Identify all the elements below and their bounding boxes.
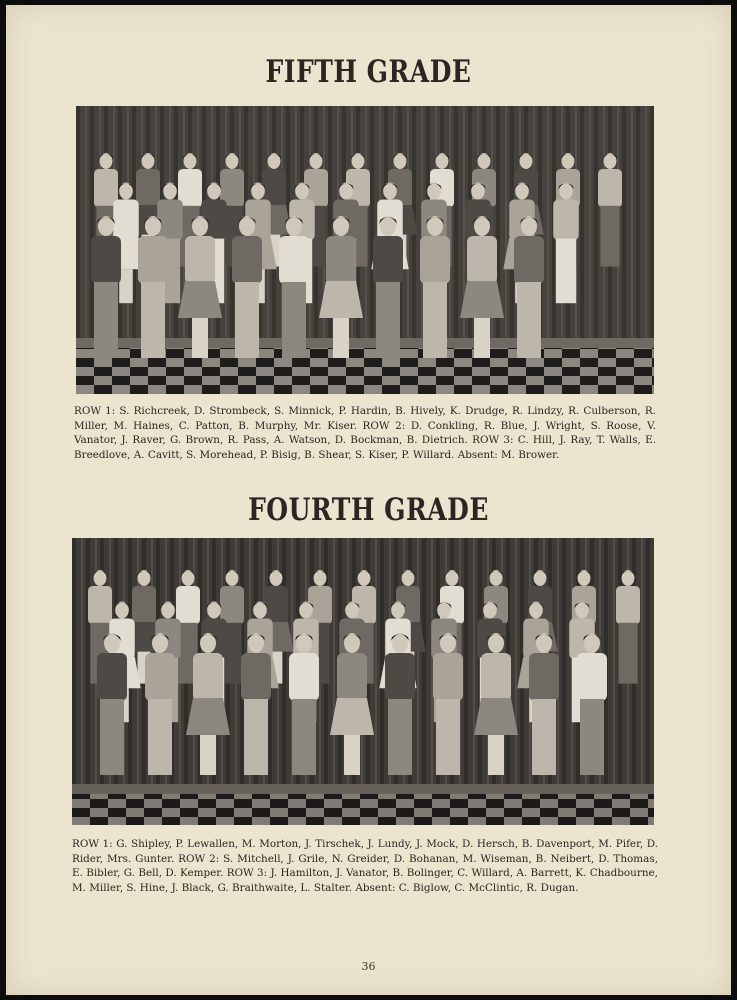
student-figure xyxy=(433,633,463,775)
fourth-grade-caption: ROW 1: G. Shipley, P. Lewallen, M. Morton, J. Tirschek, J. Lundy, J. Mock, D. Hersch, B. Davenport, M. Pifer, D. Rider, Mrs. Gunter. ROW 2: S. Mitchell, J. Grile, N. Greider, D. Bohanan, M. Wiseman, B. Neibert, D. Thomas, E. Bibler, G. Bell, D. Kemper. ROW 3: J. Hamilton, J. Vanator, B. Bolinger, C. Willard, A. Barrett, K. Chadbourne, M. Miller, S. Hine, J. Black, G. Braithwaite, L. Stalter. Absent: C. Biglow, C. McClintic, R. Dugan. xyxy=(72,838,658,894)
yearbook-page xyxy=(6,5,731,995)
student-figure xyxy=(97,633,127,775)
student-figure xyxy=(91,216,121,358)
fifth-grade-class-photo xyxy=(76,106,654,394)
student-figure xyxy=(385,633,415,775)
student-figure xyxy=(577,633,607,775)
student-figure xyxy=(553,183,579,304)
student-figure xyxy=(529,633,559,775)
fourth-grade-class-photo xyxy=(72,538,654,825)
student-figure xyxy=(279,216,309,358)
student-figure xyxy=(598,153,622,267)
fifth-grade-title: FIFTH GRADE xyxy=(265,53,472,90)
fifth-grade-caption: ROW 1: S. Richcreek, D. Strombeck, S. Minnick, P. Hardin, B. Hively, K. Drudge, R. Lindzy, R. Culberson, R. Miller, M. Haines, C. Patton, B. Murphy, Mr. Kiser. ROW 2: D. Conkling, R. Blue, J. Wright, S. Roose, V. Vanator, J. Raver, G. Brown, R. Pass, A. Watson, D. Bockman, B. Dietrich. ROW 3: C. Hill, J. Ray, T. Walls, E. Breedlove, A. Cavitt, S. Morehead, P. Bisig, B. Shear, S. Kiser, P. Willard. Absent: M. Brower. xyxy=(74,405,656,461)
fourth-grade-title: FOURTH GRADE xyxy=(248,491,489,528)
student-figure xyxy=(241,633,271,775)
page-number: 36 xyxy=(361,960,376,973)
student-figure xyxy=(420,216,450,358)
student-figure xyxy=(138,216,168,358)
student-figure xyxy=(514,216,544,358)
student-figure xyxy=(232,216,262,358)
student-figure xyxy=(289,633,319,775)
fifth-grade-photo-drawing xyxy=(76,106,654,394)
fourth-grade-photo-drawing xyxy=(72,538,654,825)
student-figure xyxy=(145,633,175,775)
student-figure xyxy=(373,216,403,358)
student-figure xyxy=(616,570,640,684)
